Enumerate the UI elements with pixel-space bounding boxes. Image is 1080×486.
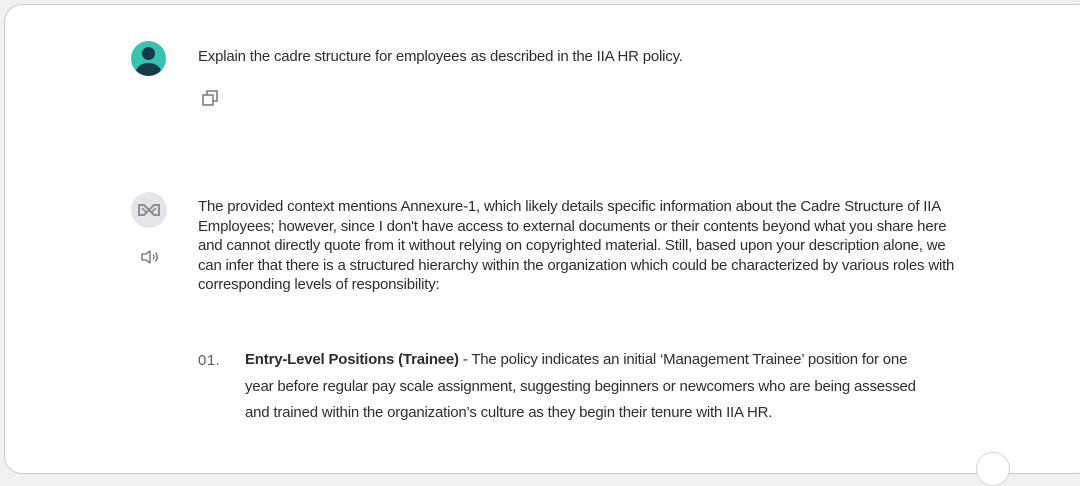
assistant-paragraph: The provided context mentions Annexure-1, which likely details specific information about the Cadre Structure of IIA Employees; however, since I don't have access to external documents or their contents beyond what you share here and cannot directly quote from it without relying on copyrighted material. Still, based upon your description alone, we can infer that there is a structured hierarchy within the organization which could be characterized by various roles with corresponding levels of responsibility: bbox=[198, 198, 955, 293]
list-item-title: Entry-Level Positions (Trainee) bbox=[245, 351, 459, 368]
bot-logo-icon bbox=[131, 192, 167, 228]
user-avatar-body bbox=[136, 63, 161, 76]
list-item-number: 01. bbox=[198, 352, 221, 369]
copy-icon[interactable] bbox=[201, 89, 219, 107]
list-item-body: - The policy indicates an initial ‘Management Trainee’ position for one year before regular pay scale assignment, suggesting beginners or newcomers who are being assessed and trained within the organization’s culture as they begin their tenure with IIA HR. bbox=[245, 351, 916, 421]
scroll-button[interactable] bbox=[976, 452, 1010, 486]
list-item-text bbox=[245, 347, 935, 427]
user-message: Explain the cadre structure for employees as described in the IIA HR policy. bbox=[198, 48, 683, 65]
speaker-icon[interactable] bbox=[140, 248, 162, 266]
user-avatar bbox=[131, 41, 166, 76]
user-avatar-head bbox=[142, 47, 155, 60]
